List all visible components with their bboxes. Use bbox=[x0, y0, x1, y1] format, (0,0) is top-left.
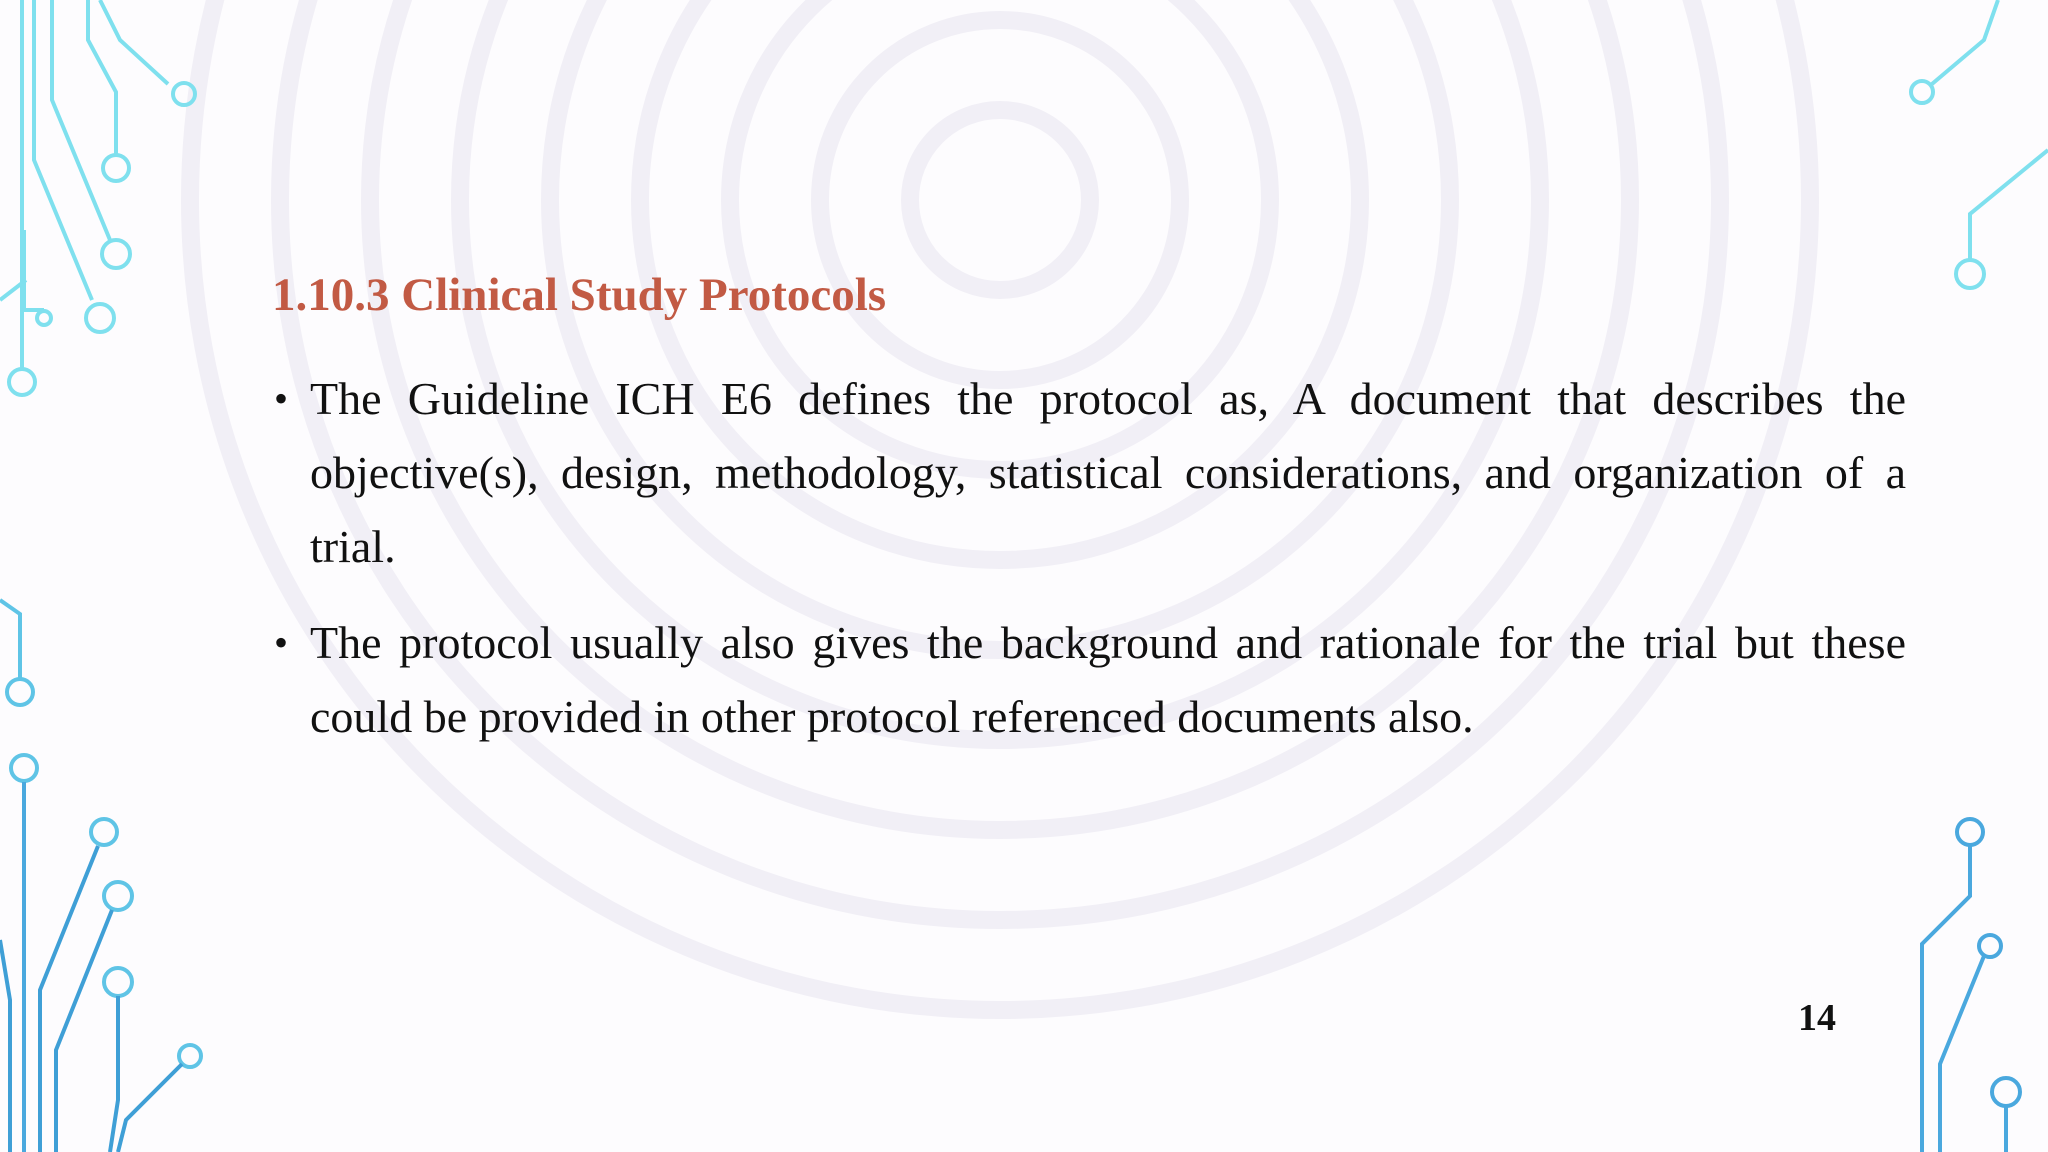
bullet-list bbox=[272, 362, 1906, 776]
bullet-dot-icon: • bbox=[274, 620, 289, 665]
circuit-bottom-right-icon bbox=[1922, 819, 2020, 1152]
circuit-bottom-left-icon bbox=[0, 600, 201, 1152]
page-number: 14 bbox=[1798, 997, 1836, 1039]
bullet-dot-icon: • bbox=[274, 376, 289, 421]
bullet-text: The Guideline ICH E6 defines the protocol as, A document that describes the objective(s), design, methodology, statistical considerations, and organization of a trial. bbox=[310, 373, 1906, 572]
bullet-item bbox=[272, 362, 1906, 584]
bullet-item bbox=[272, 606, 1906, 754]
circuit-top-left-icon bbox=[0, 0, 195, 395]
bullet-text: The protocol usually also gives the background and rationale for the trial but these could be provided in other protocol referenced documents also. bbox=[310, 617, 1906, 742]
slide-heading: 1.10.3 Clinical Study Protocols bbox=[272, 269, 887, 321]
circuit-top-right-icon bbox=[1911, 0, 2048, 288]
